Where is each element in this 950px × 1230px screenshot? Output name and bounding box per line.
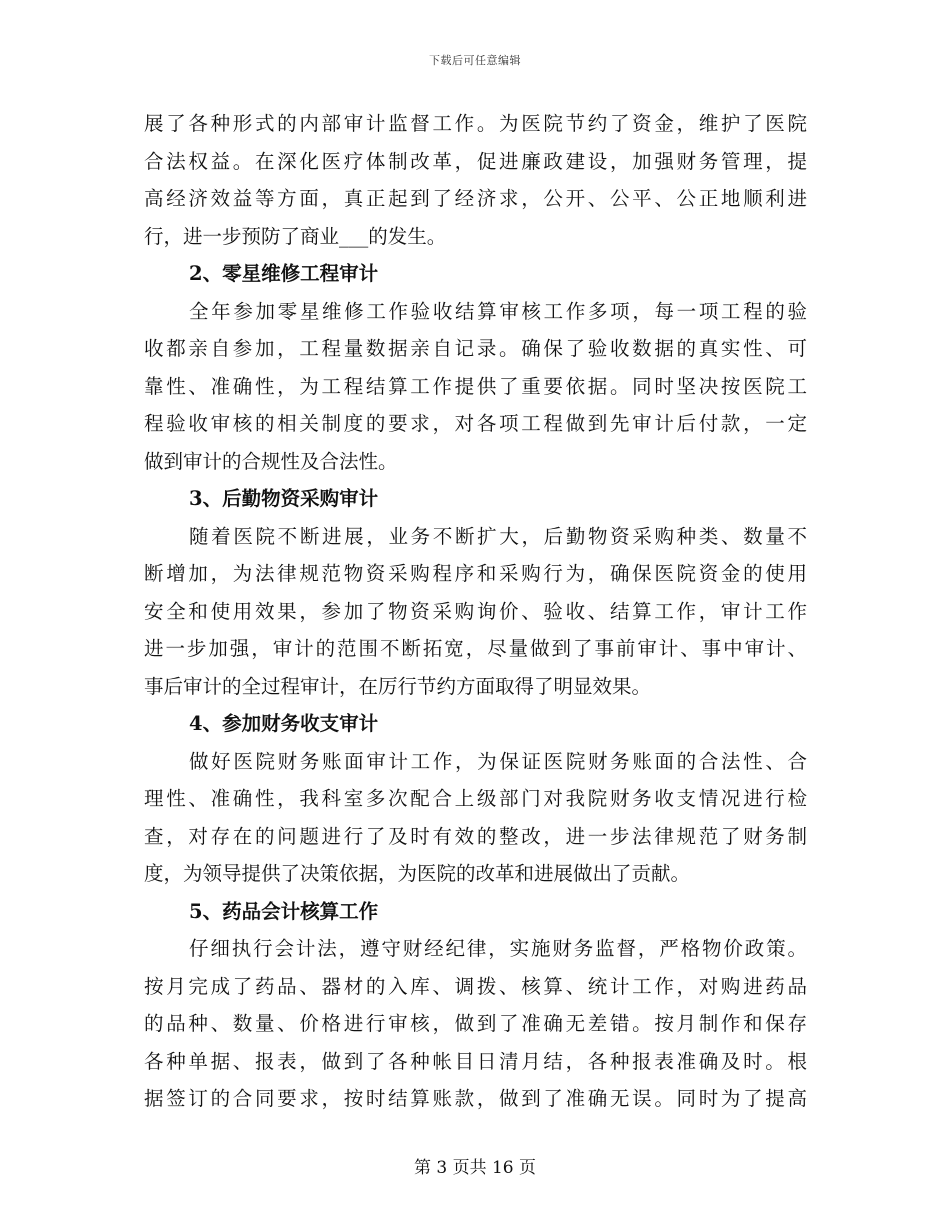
section-heading-4: 4、参加财务收支审计 [189, 712, 379, 735]
text-line: 事后审计的全过程审计，在厉行节约方面取得了明显效果。 [144, 674, 652, 698]
text-line: 合法权益。在深化医疗体制改革，促进廉政建设，加强财务管理，提 [144, 149, 807, 173]
text-line: 查，对存在的问题进行了及时有效的整改，进一步法律规范了财务制 [144, 824, 807, 848]
text-line: 各种单据、报表，做到了各种帐目日清月结，各种报表准确及时。根 [144, 1049, 807, 1073]
text-line: 断增加，为法律规范物资采购程序和采购行为，确保医院资金的使用 [144, 562, 807, 585]
text-line: 行，进一步预防了商业___的发生。 [144, 224, 447, 248]
page-number-footer: 第 3 页共 16 页 [413, 1158, 537, 1178]
text-line: 进一步加强，审计的范围不断拓宽，尽量做到了事前审计、事中审计、 [144, 637, 807, 660]
text-line: 随着医院不断进展，业务不断扩大，后勤物资采购种类、数量不 [189, 524, 807, 548]
text-line: 程验收审核的相关制度的要求，对各项工程做到先审计后付款，一定 [144, 412, 807, 435]
section-heading-2: 2、零星维修工程审计 [189, 262, 379, 285]
text-line: 展了各种形式的内部审计监督工作。为医院节约了资金，维护了医院 [144, 112, 807, 135]
section-heading-5: 5、药品会计核算工作 [189, 899, 379, 923]
text-line: 据签订的合同要求，按时结算账款，做到了准确无误。同时为了提高 [144, 1087, 807, 1110]
text-line: 理性、准确性，我科室多次配合上级部门对我院财务收支情况进行检 [144, 787, 807, 810]
text-line: 收都亲自参加，工程量数据亲自记录。确保了验收数据的真实性、可 [144, 337, 807, 360]
text-line: 安全和使用效果，参加了物资采购询价、验收、结算工作，审计工作 [144, 599, 807, 623]
text-line: 全年参加零星维修工作验收结算审核工作多项，每一项工程的验 [189, 299, 807, 323]
page-header-note: 下载后可任意编辑 [429, 54, 521, 67]
text-line: 度，为领导提供了决策依据，为医院的改革和进展做出了贡献。 [144, 862, 691, 885]
text-line: 的品种、数量、价格进行审核，做到了准确无差错。按月制作和保存 [144, 1012, 807, 1035]
text-line: 高经济效益等方面，真正起到了经济求，公开、公平、公正地顺利进 [144, 187, 807, 210]
document-body [144, 105, 807, 1118]
text-line: 按月完成了药品、器材的入库、调拨、核算、统计工作，对购进药品 [144, 974, 807, 998]
text-line: 做好医院财务账面审计工作，为保证医院财务账面的合法性、合 [189, 749, 807, 773]
text-line: 做到审计的合规性及合法性。 [144, 449, 398, 473]
text-line: 靠性、准确性，为工程结算工作提供了重要依据。同时坚决按医院工 [144, 374, 807, 398]
text-line: 仔细执行会计法，遵守财经纪律，实施财务监督，严格物价政策。 [189, 937, 807, 960]
section-heading-3: 3、后勤物资采购审计 [189, 487, 379, 510]
